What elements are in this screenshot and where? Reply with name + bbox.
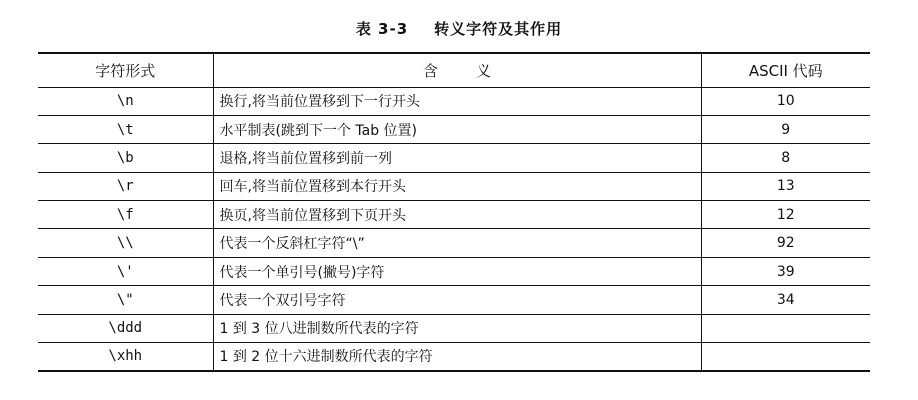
cell-form: \t	[38, 115, 213, 143]
cell-ascii: 8	[701, 144, 870, 172]
cell-form: \'	[38, 257, 213, 285]
cell-meaning: 代表一个反斜杠字符“\”	[213, 229, 701, 257]
cell-ascii: 10	[701, 87, 870, 115]
table-row	[38, 87, 870, 115]
cell-ascii: 92	[701, 229, 870, 257]
cell-ascii: 9	[701, 115, 870, 143]
table-title: 转义字符及其作用	[434, 20, 563, 38]
header-ascii: ASCII 代码	[701, 53, 870, 87]
cell-form: \xhh	[38, 343, 213, 371]
cell-meaning: 1 到 3 位八进制数所代表的字符	[213, 314, 701, 342]
escape-characters-table	[38, 52, 870, 372]
table-row	[38, 201, 870, 229]
table-row	[38, 257, 870, 285]
table-row	[38, 343, 870, 371]
cell-form: \r	[38, 172, 213, 200]
cell-form: \ddd	[38, 314, 213, 342]
cell-ascii	[701, 314, 870, 342]
table-number: 表 3-3	[355, 20, 409, 38]
cell-ascii: 34	[701, 286, 870, 314]
cell-meaning: 换页,将当前位置移到下页开头	[213, 201, 701, 229]
table-row	[38, 286, 870, 314]
header-form: 字符形式	[38, 53, 213, 87]
cell-meaning: 代表一个单引号(撇号)字符	[213, 257, 701, 285]
cell-form: \b	[38, 144, 213, 172]
table-row	[38, 144, 870, 172]
cell-meaning: 退格,将当前位置移到前一列	[213, 144, 701, 172]
cell-form: \\	[38, 229, 213, 257]
cell-ascii: 13	[701, 172, 870, 200]
header-meaning: 含义	[213, 53, 701, 87]
cell-meaning: 1 到 2 位十六进制数所代表的字符	[213, 343, 701, 371]
table-caption	[0, 18, 918, 39]
table-row	[38, 314, 870, 342]
cell-meaning: 水平制表(跳到下一个 Tab 位置)	[213, 115, 701, 143]
cell-ascii: 12	[701, 201, 870, 229]
cell-meaning: 代表一个双引号字符	[213, 286, 701, 314]
cell-form: \"	[38, 286, 213, 314]
cell-meaning: 换行,将当前位置移到下一行开头	[213, 87, 701, 115]
header-row	[38, 53, 870, 87]
cell-form: \f	[38, 201, 213, 229]
table-row	[38, 115, 870, 143]
cell-ascii: 39	[701, 257, 870, 285]
table-row	[38, 229, 870, 257]
cell-meaning: 回车,将当前位置移到本行开头	[213, 172, 701, 200]
cell-ascii	[701, 343, 870, 371]
table-row	[38, 172, 870, 200]
cell-form: \n	[38, 87, 213, 115]
